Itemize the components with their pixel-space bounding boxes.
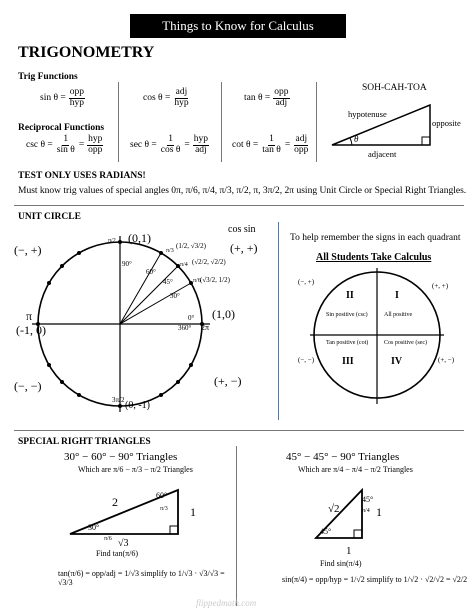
astc-circle [292,262,467,412]
astc-intro: To help remember the signs in each quadrant [290,233,461,243]
deg45-label: 45° [163,278,173,286]
unit-circle-figure [0,222,282,422]
reciprocal-heading: Reciprocal Functions [18,123,105,133]
quadrant4-sign: (+, −) [214,374,242,388]
opposite-label: opposite [432,118,461,128]
q2-note: Sin positive (csc) [326,312,368,318]
section-divider [14,430,464,431]
rad-pi3: π/3 [166,248,174,254]
rad-3pi2: 3π/2 [112,396,125,404]
quadrant2-sign: (−, +) [14,243,42,257]
find-tan-label: Find tan(π/6) [96,549,139,558]
find-sin-label: Find sin(π/4) [320,559,362,568]
divider [236,446,237,606]
divider [278,222,279,420]
zero-degree-label: 0° [188,314,195,322]
angle-45-bottom: 45° [320,527,332,536]
tan-formula: tan(π/6) = opp/adj = 1/√3 simplify to 1/√3 · √3/√3 = √3/3 [58,569,225,587]
rad-pi4-tri: π/4 [362,508,370,514]
quadrant-IV: IV [391,356,403,367]
point-left: (-1, 0) [16,323,46,337]
point-bottom: (0, -1) [125,400,150,411]
coord-45: (√2/2, √2/2) [192,258,226,266]
footer-watermark: flippedmath.com [196,598,257,608]
angle-60: 60° [156,491,168,500]
leg-1: 1 [376,505,382,519]
section-divider [14,205,464,206]
quadrant-I: I [395,290,399,301]
q2-sign: (−, +) [298,278,315,286]
sec-definition: sec θ = $\frac{1}{\text{cos θ}}$ = $\frac{\text{hyp}}{\text{adj}}$ [130,134,208,155]
csc-definition: csc θ = $\frac{1}{\text{sin θ}}$ = $\frac{\text{hyp}}{\text{opp}}$ [26,134,103,155]
rad-pi6-tri: π/6 [104,536,112,542]
sin-definition: sin θ = $\frac{\text{opp}}{\text{hyp}}$ [40,87,84,108]
radians-heading: TEST ONLY USES RADIANS! [18,171,146,181]
q4-sign: (+, −) [438,356,455,364]
rad-pi2: π/2 [108,238,116,244]
rad-pi6: π/6 [193,278,201,284]
deg90-label: 90° [122,260,132,268]
point-right: (1,0) [212,307,235,321]
rad-pi3-tri: π/3 [160,506,168,512]
rad-pi4: π/4 [180,262,188,268]
divider [316,82,317,162]
point-top: (0,1) [128,231,151,245]
q1-sign: (+, +) [432,282,449,290]
quadrant-III: III [342,356,354,367]
astc-title: All Students Take Calculus [316,252,432,263]
unit-circle-heading: UNIT CIRCLE [18,212,81,222]
quadrant1-sign: (+, +) [230,241,258,255]
radians-line: Must know trig values of special angles 0π, π/6, π/4, π/3, π/2, π, 3π/2, 2π using Unit Circle or Special Right Triangles. [18,186,467,196]
q1-note: All positive [384,312,413,318]
triangle-45-45-90 [300,476,410,548]
deg360-label: 360° [178,324,192,332]
adjacent-label: adjacent [368,149,397,159]
triangle-45-45-90-which: Which are π/4 − π/4 − π/2 Triangles [298,465,413,474]
divider [221,82,222,162]
long-root3: √3 [118,538,129,546]
short-1: 1 [190,505,196,519]
soh-cah-toa-title: SOH-CAH-TOA [362,83,427,93]
special-triangles-heading: SPECIAL RIGHT TRIANGLES [18,437,151,447]
trig-functions-heading: Trig Functions [18,72,78,82]
triangle-45-45-90-title: 45° − 45° − 90° Triangles [286,451,400,463]
hyp-2: 2 [112,495,118,509]
tan-definition: tan θ = $\frac{\text{opp}}{\text{adj}}$ [244,87,289,108]
cot-definition: cot θ = $\frac{1}{\text{tan θ}}$ = $\frac{\text{adj}}{\text{opp}}$ [232,134,309,155]
hyp-root2: √2 [328,503,340,515]
triangle-30-60-90 [40,476,230,546]
angle-30: 30° [88,523,100,532]
sin-formula: sin(π/4) = opp/hyp = 1/√2 simplify to 1/√2 · √2/√2 = √2/2 [282,575,468,584]
soh-triangle [318,95,468,165]
deg30-label: 30° [170,292,180,300]
cos-sin-label: cos sin [228,224,256,235]
two-pi-label: 2π [201,323,210,332]
quadrant3-sign: (−, −) [14,379,42,393]
trig-heading: TRIGONOMETRY [18,44,155,61]
quadrant-II: II [346,290,354,301]
deg60-label: 60° [146,268,156,276]
coord-60: (1/2, √3/2) [176,242,206,250]
pi-label: π [26,309,33,323]
coord-30: (√3/2, 1/2) [200,276,230,284]
hypotenuse-label: hypotenuse [348,109,387,119]
triangle-30-60-90-title: 30° − 60° − 90° Triangles [64,451,178,463]
angle-45-top: 45° [362,495,374,504]
triangle-30-60-90-which: Which are π/6 − π/3 − π/2 Triangles [78,465,193,474]
theta-label: θ [354,134,359,144]
q4-note: Cos positive (sec) [384,340,427,346]
bottom-leg-1: 1 [346,545,352,557]
divider [118,82,119,162]
q3-sign: (−, −) [298,356,315,364]
title-banner: Things to Know for Calculus [130,14,346,38]
q3-note: Tan positive (cot) [326,340,369,346]
cos-definition: cos θ = $\frac{\text{adj}}{\text{hyp}}$ [143,87,189,108]
